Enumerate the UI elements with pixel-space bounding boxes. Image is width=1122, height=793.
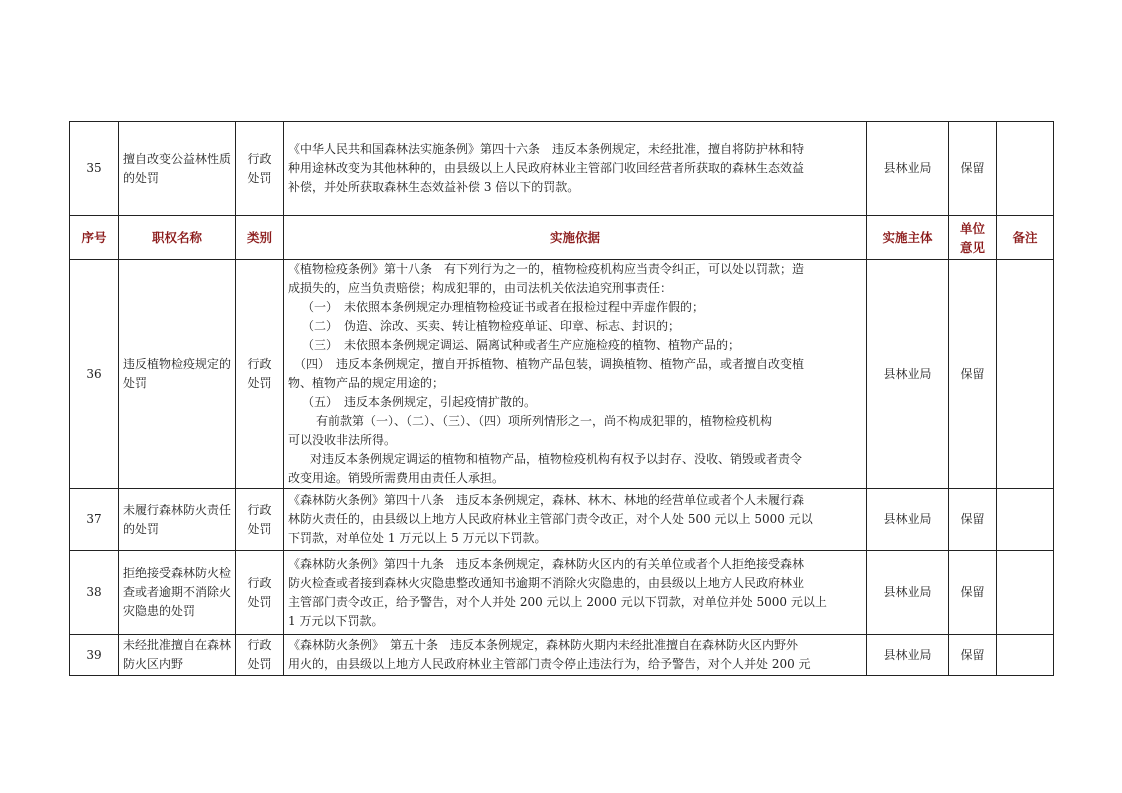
unit-opinion: 保留 — [949, 260, 997, 489]
category-line: 行政 — [247, 357, 272, 371]
category-line: 处罚 — [247, 521, 272, 536]
header-category: 类别 — [236, 216, 284, 260]
implementing-body: 县林业局 — [867, 122, 949, 216]
remark — [997, 551, 1054, 635]
remark — [997, 122, 1054, 216]
power-name: 未履行森林防火责任的处罚 — [119, 489, 236, 551]
power-name: 拒绝接受森林防火检查或者逾期不消除火灾隐患的处罚 — [119, 551, 236, 635]
basis-line: 改变用途。销毁所需费用由责任人承担。 — [288, 471, 505, 485]
table-row-35 — [70, 122, 1054, 216]
basis-line: （五） 违反本条例规定，引起疫情扩散的。 — [302, 395, 537, 409]
unit-opinion: 保留 — [949, 635, 997, 676]
table-header — [70, 216, 1054, 260]
basis-line: 种用途林改变为其他林种的，由县级以上人民政府林业主管部门收回经营者所获取的森林生态效益 — [288, 161, 805, 175]
category-line: 行政 — [247, 502, 272, 517]
basis-line: 1 万元以下罚款。 — [288, 613, 384, 628]
row-number: 39 — [70, 635, 119, 676]
basis-line: （一） 未依照本条例规定办理植物检疫证书或者在报检过程中弄虚作假的； — [302, 300, 705, 314]
table-row-37 — [70, 489, 1054, 551]
row-number: 37 — [70, 489, 119, 551]
category — [236, 122, 284, 216]
implementing-body: 县林业局 — [867, 489, 949, 551]
basis-line: 可以没收非法所得。 — [288, 433, 397, 447]
implementing-body: 县林业局 — [867, 551, 949, 635]
category-line: 处罚 — [247, 657, 272, 671]
implementing-body: 县林业局 — [867, 635, 949, 676]
implementation-basis — [284, 551, 867, 635]
remark — [997, 489, 1054, 551]
header-note: 备注 — [997, 216, 1054, 260]
basis-line: 对违反本条例规定调运的植物和植物产品，植物检疫机构有权予以封存、没收、销毁或者责令 — [310, 452, 803, 466]
unit-opinion: 保留 — [949, 489, 997, 551]
power-name: 未经批准擅自在森林防火区内野 — [119, 635, 236, 676]
category — [236, 551, 284, 635]
category-line: 行政 — [247, 638, 272, 652]
remark — [997, 260, 1054, 489]
category-line: 行政 — [247, 151, 272, 166]
implementation-basis — [284, 489, 867, 551]
basis-line: （二） 伪造、涂改、买卖、转让植物检疫单证、印章、标志、封识的； — [302, 319, 681, 333]
header-name: 职权名称 — [119, 216, 236, 260]
row-number: 36 — [70, 260, 119, 489]
header-opinion-line: 单位 — [959, 220, 985, 236]
category — [236, 489, 284, 551]
category-line: 处罚 — [247, 376, 272, 390]
header-opinion — [949, 216, 997, 260]
header-opinion-line: 意见 — [959, 239, 985, 255]
implementing-body: 县林业局 — [867, 260, 949, 489]
basis-line: 《中华人民共和国森林法实施条例》第四十六条 违反本条例规定，未经批准，擅自将防护林和特 — [288, 142, 805, 156]
category — [236, 260, 284, 489]
basis-line: 《森林防火条例》第四十八条 违反本条例规定，森林、林木、林地的经营单位或者个人未履行森 — [288, 493, 805, 507]
basis-line: 用火的，由县级以上地方人民政府林业主管部门责令停止违法行为，给予警告，对个人并处 200 元 — [288, 657, 811, 671]
basis-line: 补偿，并处所获取森林生态效益补偿 3 倍以下的罚款。 — [288, 180, 580, 194]
category-line: 行政 — [247, 575, 272, 590]
row-number: 38 — [70, 551, 119, 635]
category — [236, 635, 284, 676]
unit-opinion: 保留 — [949, 551, 997, 635]
basis-line: （三） 未依照本条例规定调运、隔离试种或者生产应施检疫的植物、植物产品的； — [302, 338, 741, 352]
basis-line: 《森林防火条例》第四十九条 违反本条例规定，森林防火区内的有关单位或者个人拒绝接受森林 — [288, 556, 805, 571]
basis-line: 林防火责任的，由县级以上地方人民政府林业主管部门责令改正，对个人处 500 元以上 5000 元以 — [288, 512, 813, 526]
header-basis: 实施依据 — [284, 216, 867, 260]
table-row-38 — [70, 551, 1054, 635]
category-line: 处罚 — [247, 594, 272, 609]
unit-opinion: 保留 — [949, 122, 997, 216]
category-line: 处罚 — [247, 170, 272, 185]
basis-line: 有前款第（一）、（二）、（三）、（四）项所列情形之一，尚不构成犯罪的，植物检疫机构 — [316, 414, 773, 428]
implementation-basis — [284, 635, 867, 676]
basis-line: 成损失的，应当负责赔偿；构成犯罪的，由司法机关依法追究刑事责任： — [288, 281, 673, 295]
power-name: 擅自改变公益林性质的处罚 — [119, 122, 236, 216]
basis-line: 下罚款，对单位处 1 万元以上 5 万元以下罚款。 — [288, 531, 547, 545]
power-list-table — [69, 121, 1054, 676]
basis-line: （四） 违反本条例规定，擅自开拆植物、植物产品包装，调换植物、植物产品，或者擅自改变植 — [294, 357, 805, 371]
implementation-basis — [284, 122, 867, 216]
table-row-39 — [70, 635, 1054, 676]
basis-line: 《植物检疫条例》第十八条 有下列行为之一的，植物检疫机构应当责令纠正，可以处以罚款；造 — [288, 262, 805, 276]
basis-line: 物、植物产品的规定用途的； — [288, 376, 445, 390]
header-subject: 实施主体 — [867, 216, 949, 260]
power-name: 违反植物检疫规定的处罚 — [119, 260, 236, 489]
basis-line: 防火检查或者接到森林火灾隐患整改通知书逾期不消除火灾隐患的，由县级以上地方人民政府林业 — [288, 575, 805, 590]
basis-line: 《森林防火条例》 第五十条 违反本条例规定，森林防火期内未经批准擅自在森林防火区内野外 — [288, 638, 799, 652]
table-row-36 — [70, 260, 1054, 489]
basis-line: 主管部门责令改正，给予警告，对个人并处 200 元以上 2000 元以下罚款，对单位并处 5000 元以上 — [288, 594, 827, 609]
row-number: 35 — [70, 122, 119, 216]
remark — [997, 635, 1054, 676]
header-num: 序号 — [70, 216, 119, 260]
implementation-basis — [284, 260, 867, 489]
